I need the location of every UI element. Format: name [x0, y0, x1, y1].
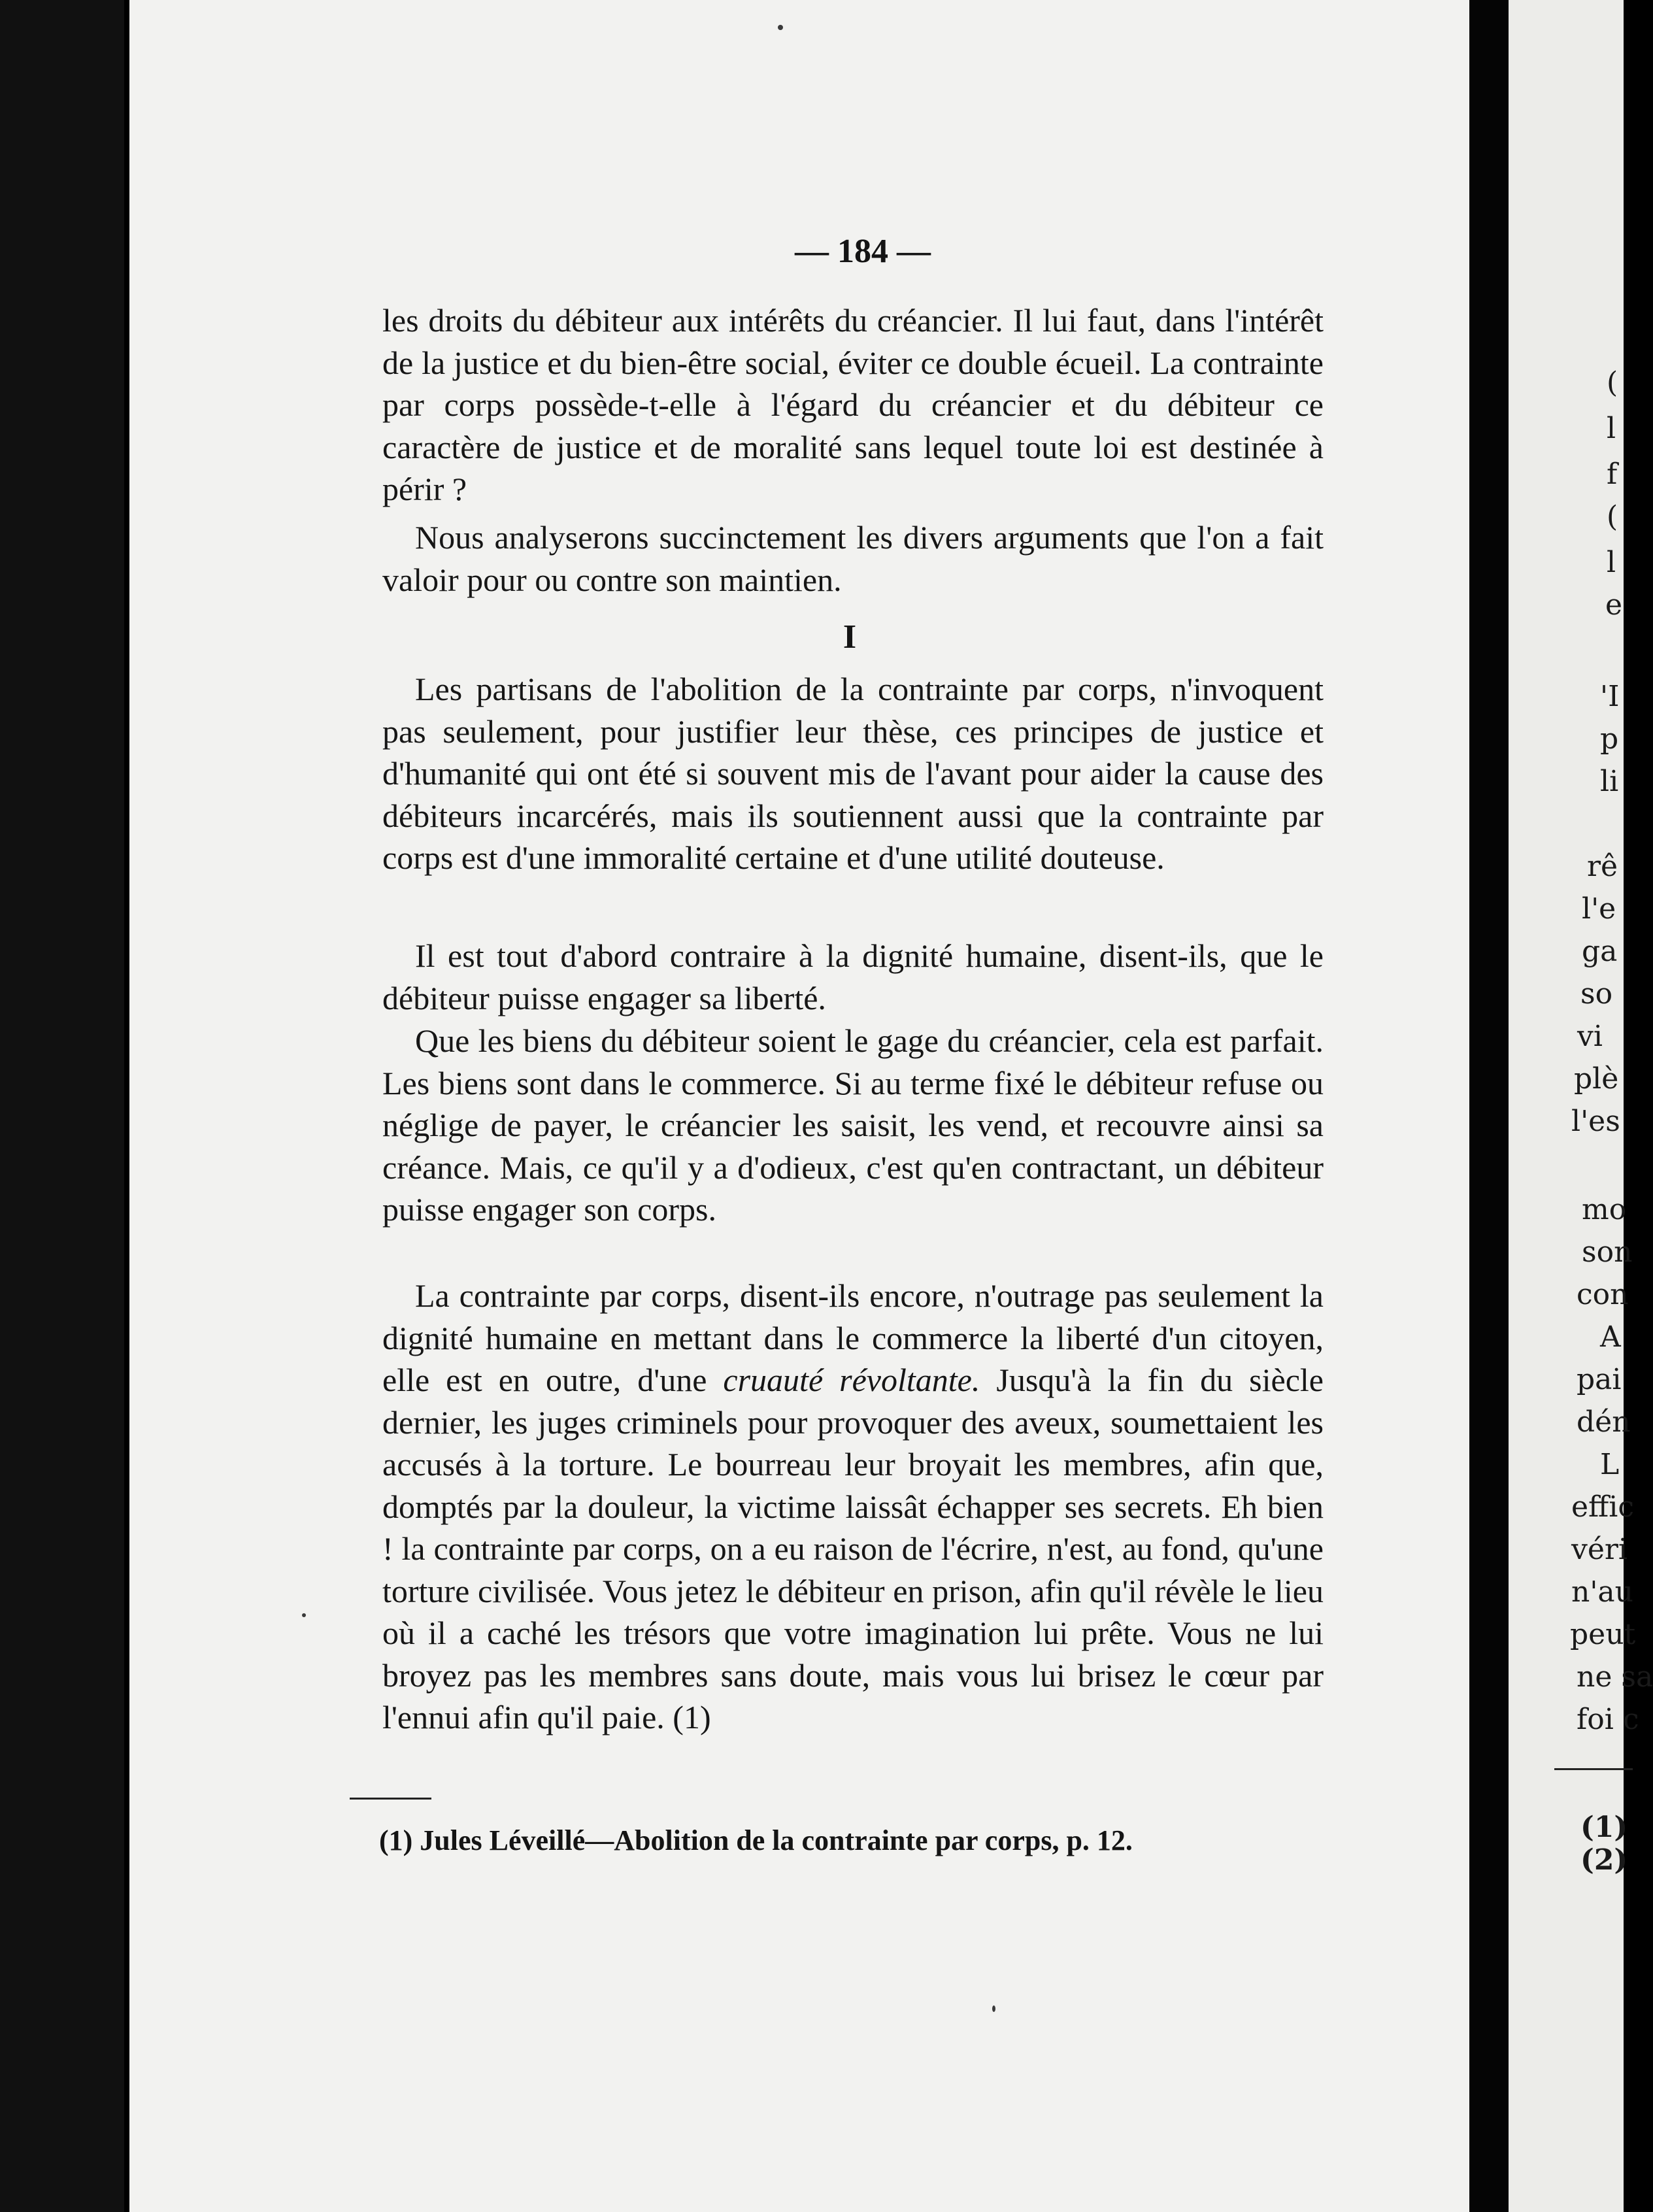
paragraph-text: La contrainte par corps, disent-ils encore, n'outrage pas seulement la dignité humaine en mettant dans le commerce la liberté d'un citoyen, elle est en outre, d'une	[382, 1277, 1324, 1398]
footnote-rule	[350, 1798, 431, 1800]
adjacent-page-fragment: (	[1607, 366, 1618, 399]
paragraph: Que les biens du débiteur soient le gage du créancier, cela est parfait. Les biens sont dans le commerce. Si au terme fixé le débiteur refuse ou néglige de payer, le créancier les saisit, les vend, et recouvre ainsi sa créance. Mais, ce qu'il y a d'odieux, c'est qu'en contractant, un débiteur puisse engager son corps.	[382, 1022, 1324, 1228]
adjacent-page-fragment: p	[1600, 722, 1619, 756]
adjacent-page-edge	[1509, 0, 1653, 2212]
paragraph-text: Jusqu'à la fin du siècle dernier, les juges criminels pour provoquer des aveux, soumettaient les accusés à la torture. Le bourreau leur broyait les membres, afin que, domptés par la douleur, la victime laissât échapper ses secrets. Eh bien ! la contrainte par corps, on a eu raison de l'écrire, n'est, au fond, qu'une torture civilisée. Vous jetez le débiteur en prison, afin qu'il révèle le lieu où il a caché les trésors que votre imagination lui prête. Vous ne lui broyez pas les membres sans doute, mais vous lui brisez le cœur par l'ennui afin qu'il paie. (1)	[382, 1362, 1324, 1735]
adjacent-page-fragment: rê	[1587, 850, 1618, 883]
adjacent-page-fragment: ne sa	[1577, 1660, 1653, 1694]
scan-speck	[992, 2005, 995, 2012]
section-heading: I	[843, 618, 857, 656]
adjacent-page-fragment: (2)	[1580, 1843, 1628, 1877]
adjacent-page-fragment: l	[1607, 546, 1616, 579]
adjacent-page-fragment: véri	[1571, 1533, 1628, 1566]
adjacent-page-fragment: l'es	[1571, 1105, 1620, 1138]
adjacent-page-fragment: li	[1600, 765, 1619, 798]
page-number: — 184 —	[795, 233, 931, 270]
paragraph: Les partisans de l'abolition de la contrainte par corps, n'invoquent pas seulement, pour justifier leur thèse, ces principes de justice et d'humanité qui ont été si souvent mis de l'avant pour aider la cause des débiteurs incarcérés, mais ils soutiennent aussi que la contrainte par corps est d'une immoralité certaine et d'une utilité douteuse.	[382, 671, 1324, 876]
adjacent-page-fragment: mo	[1582, 1193, 1627, 1226]
adjacent-page-fragment: peut	[1570, 1618, 1636, 1651]
adjacent-page-fragment: l'e	[1582, 892, 1616, 926]
adjacent-page-fragment: f	[1607, 458, 1618, 491]
adjacent-page-fragment: (1)	[1580, 1811, 1628, 1844]
adjacent-page-fragment: plè	[1574, 1062, 1619, 1096]
adjacent-page-fragment: n'au	[1571, 1575, 1634, 1609]
adjacent-page-rule	[1554, 1768, 1633, 1770]
adjacent-page-fragment: so	[1580, 977, 1613, 1011]
paragraph: Il est tout d'abord contraire à la dignité humaine, disent-ils, que le débiteur puisse engager sa liberté.	[382, 937, 1324, 1016]
adjacent-page-fragment: vi	[1577, 1020, 1603, 1053]
adjacent-page-fragment: l	[1607, 412, 1616, 445]
adjacent-page-fragment: 'I	[1600, 680, 1620, 713]
scan-speck	[302, 1613, 306, 1617]
adjacent-page-fragment: dén	[1577, 1405, 1631, 1439]
scan-speck	[778, 25, 783, 30]
adjacent-page-fragment: A	[1600, 1320, 1621, 1354]
italic-phrase: cruauté révoltante.	[723, 1362, 980, 1398]
paragraph-with-italic	[382, 1275, 1324, 1739]
adjacent-page-fragment: ga	[1582, 935, 1618, 968]
book-gutter	[1469, 0, 1509, 2212]
adjacent-page-fragment: pai	[1577, 1363, 1622, 1396]
adjacent-page-fragment: foi c	[1577, 1703, 1639, 1736]
adjacent-page-fragment: (	[1607, 500, 1618, 533]
adjacent-page-fragment: con	[1577, 1278, 1629, 1311]
adjacent-page-fragment: L	[1600, 1448, 1620, 1481]
footnote: (1) Jules Léveillé—Abolition de la contrainte par corps, p. 12.	[379, 1824, 1133, 1856]
adjacent-page-fragment: son	[1582, 1235, 1633, 1269]
paragraph-continued: les droits du débiteur aux intérêts du créancier. Il lui faut, dans l'intérêt de la justice et du bien-être social, éviter ce double écueil. La contrainte par corps possède-t-elle à l'égard du créancier et du débiteur ce caractère de justice et de moralité sans lequel toute loi est destinée à périr ?	[382, 302, 1324, 507]
paragraph: Nous analyserons succinctement les divers arguments que l'on a fait valoir pour ou contre son maintien.	[382, 519, 1324, 598]
adjacent-page-fragment: e	[1605, 588, 1623, 622]
adjacent-page-fragment: effic	[1571, 1490, 1635, 1524]
left-scan-margin	[0, 0, 124, 2212]
